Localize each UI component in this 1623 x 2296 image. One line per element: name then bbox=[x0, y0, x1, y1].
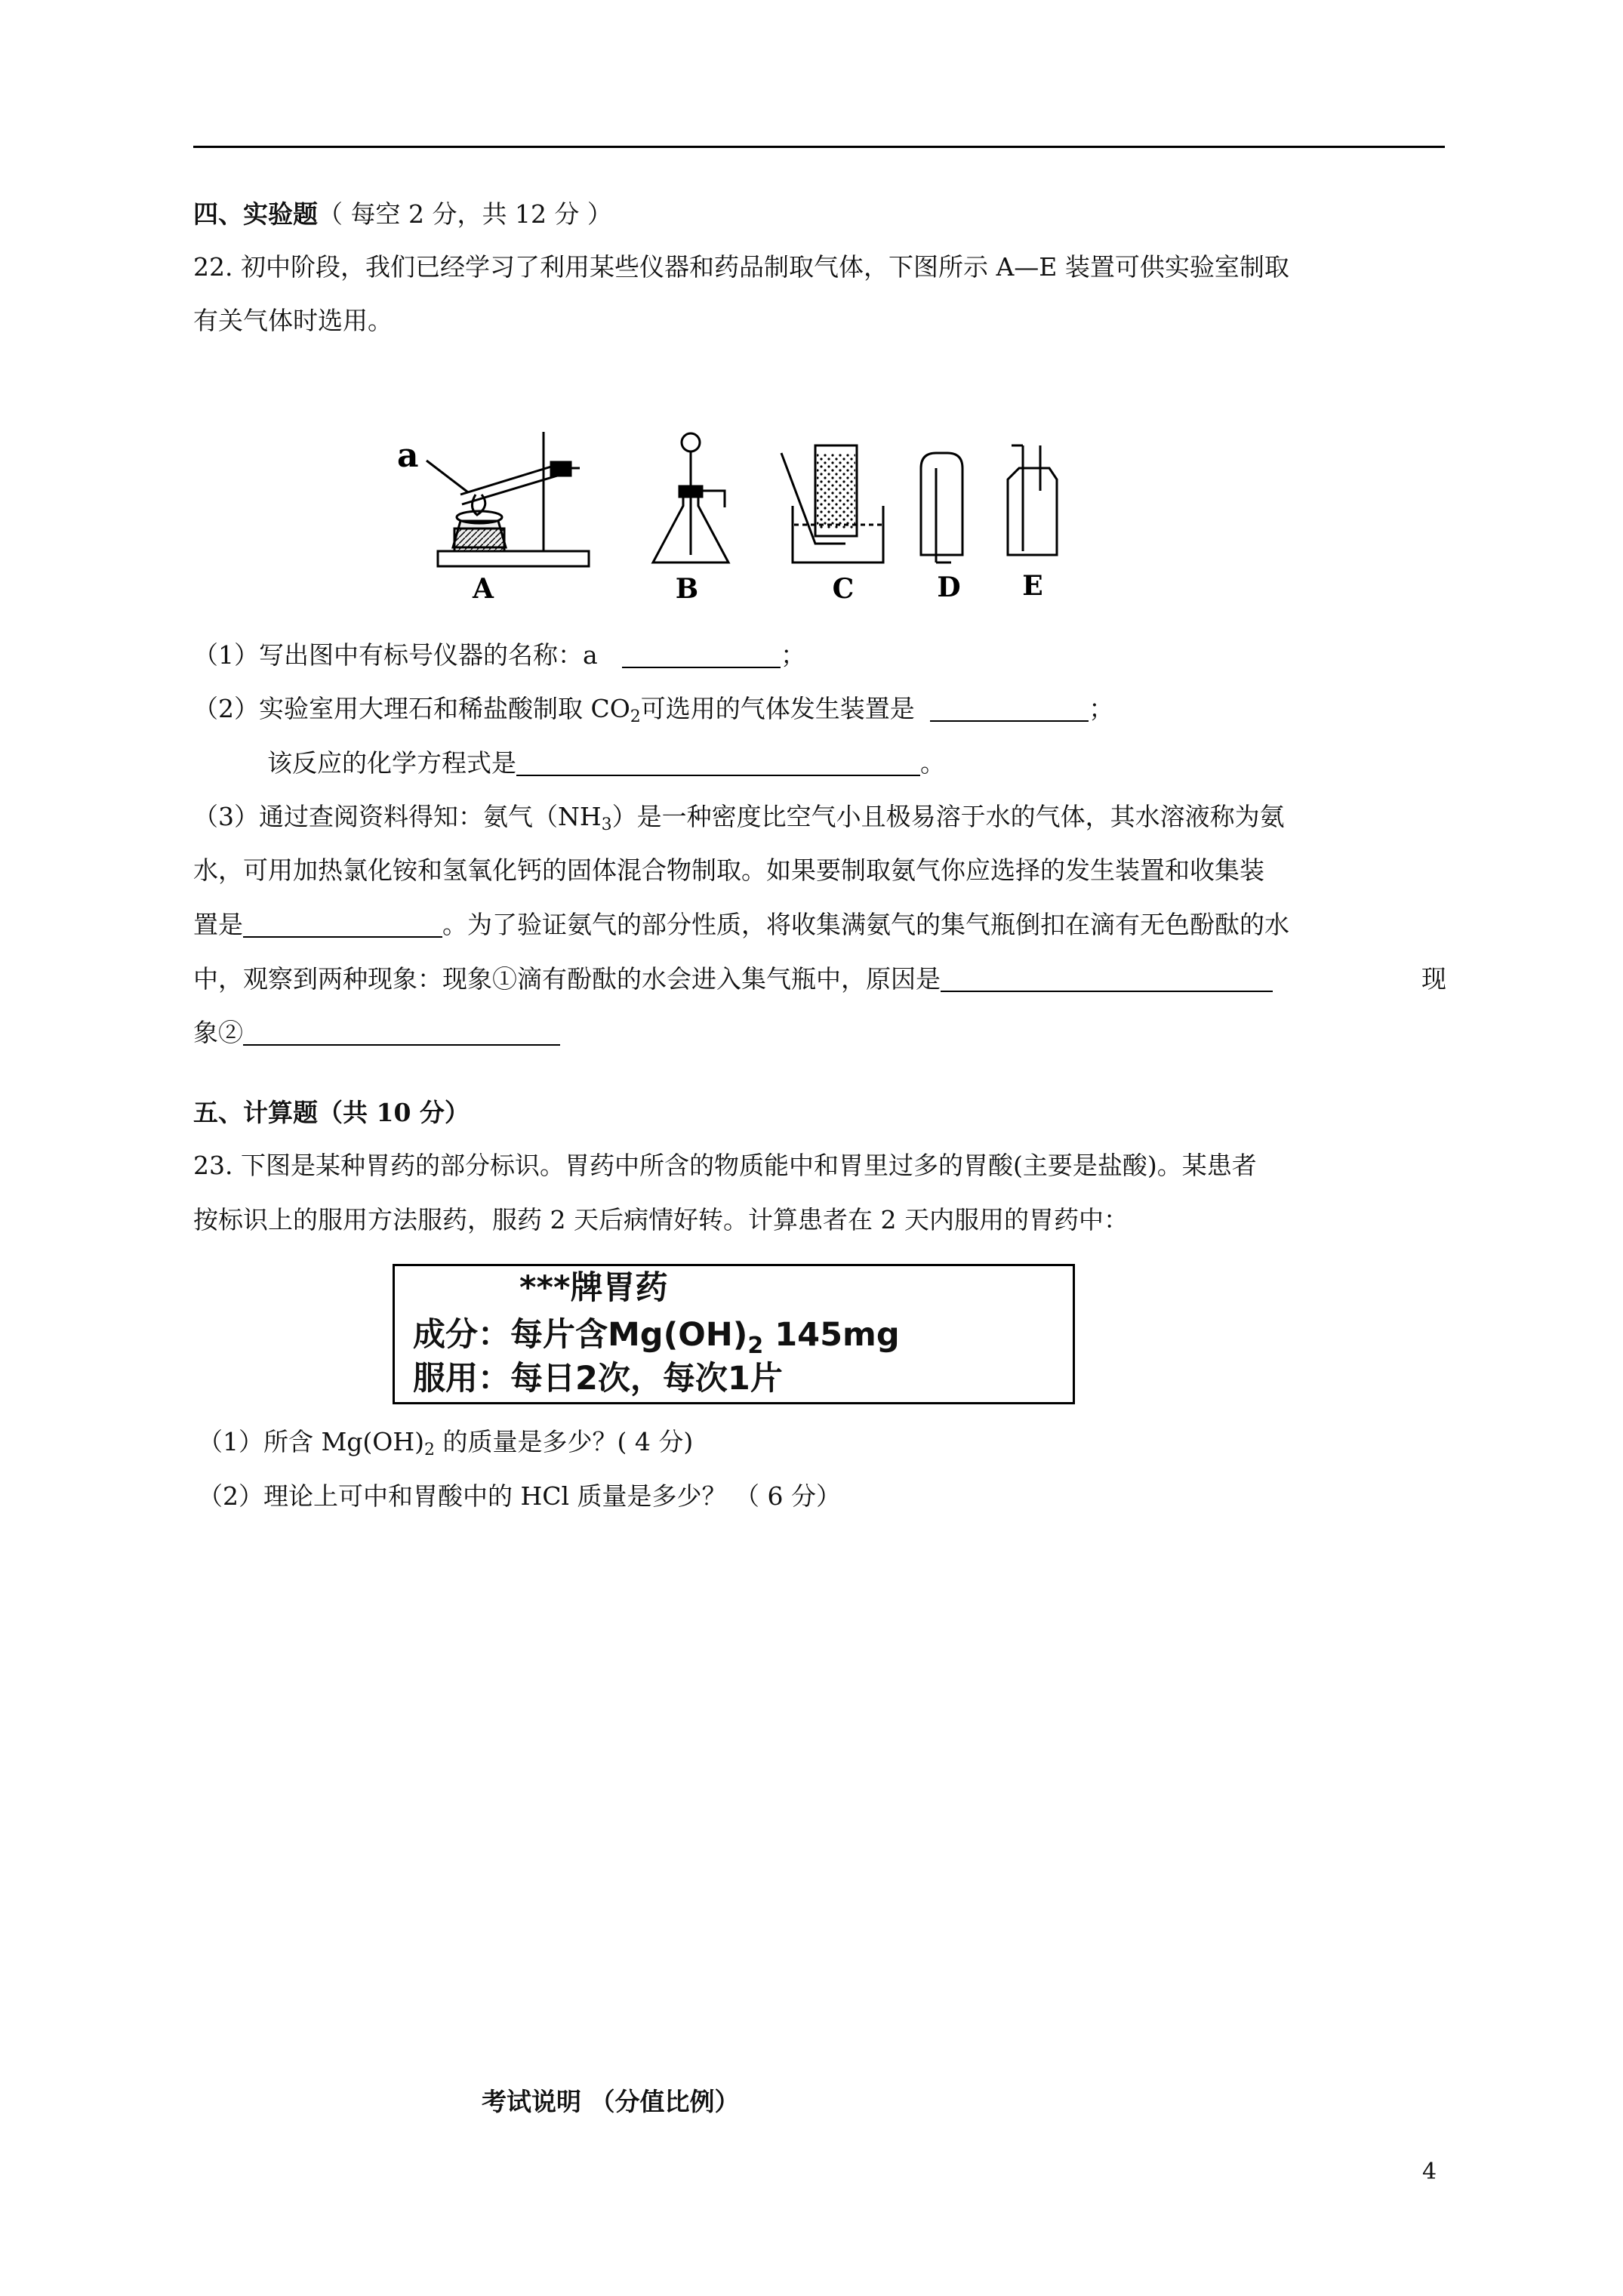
q23-part1-sub: 2 bbox=[423, 1441, 435, 1459]
section4-title: 四、实验题 bbox=[193, 199, 318, 229]
q22-part3-l1a: （3）通过查阅资料得知：氨气（NH bbox=[193, 802, 602, 831]
q22-part2-equation-text: 该反应的化学方程式是 bbox=[267, 748, 516, 778]
q23-part1-pre: （1）所含 Mg(OH) bbox=[198, 1427, 424, 1456]
medicine-label-box bbox=[393, 1264, 1075, 1404]
section4-heading bbox=[193, 198, 612, 231]
figure-label-C: C bbox=[832, 573, 855, 604]
medicine-ingredient-sub: 2 bbox=[747, 1333, 764, 1359]
figure-label-A: A bbox=[473, 573, 494, 604]
co2-subscript: 2 bbox=[630, 707, 641, 726]
apparatus-b bbox=[653, 433, 728, 562]
medicine-ingredient-pre: 成分：每片含Mg(OH) bbox=[413, 1316, 748, 1354]
section5-title: 五、计算题（共 10 分） bbox=[193, 1098, 470, 1127]
q22-part1-text: （1）写出图中有标号仪器的名称：a bbox=[193, 640, 598, 670]
q22-part3-line5 bbox=[193, 1016, 560, 1049]
medicine-ingredient-post: 145mg bbox=[763, 1316, 900, 1354]
q22-part3-l3a: 置是 bbox=[193, 910, 243, 939]
q22-part3-line4 bbox=[193, 963, 1446, 996]
q22-part3-l4b: 现 bbox=[1421, 964, 1446, 994]
q22-part2-end: ； bbox=[1089, 694, 1114, 723]
header-rule bbox=[193, 146, 1445, 148]
q22-part2-pre: （2）实验室用大理石和稀盐酸制取 CO bbox=[193, 694, 630, 723]
q22-part2-equation-end: 。 bbox=[920, 748, 945, 778]
q22-part2 bbox=[193, 692, 1113, 726]
apparatus-e bbox=[1008, 445, 1057, 555]
answer-blank-phenomenon2[interactable] bbox=[243, 1019, 560, 1046]
figure-label-E: E bbox=[1022, 570, 1043, 602]
q22-line1: 22. 初中阶段，我们已经学习了利用某些仪器和药品制取气体，下图所示 A—E 装置可供实验室制取 bbox=[193, 252, 1289, 282]
figure-label-D: D bbox=[937, 572, 961, 603]
page-number: 4 bbox=[1422, 2159, 1437, 2185]
q23-part1-post: 的质量是多少？( 4 分) bbox=[434, 1427, 694, 1456]
q22-part2-post: 可选用的气体发生装置是 bbox=[640, 694, 915, 723]
apparatus-a bbox=[427, 432, 589, 566]
apparatus-figure bbox=[393, 423, 1155, 604]
q22-part3-line2: 水，可用加热氯化铵和氢氧化钙的固体混合物制取。如果要制取氨气你应选择的发生装置和收集装 bbox=[193, 855, 1264, 885]
answer-blank-reason[interactable] bbox=[941, 965, 1273, 992]
medicine-ingredient bbox=[413, 1316, 900, 1359]
q22-part2-equation bbox=[267, 747, 945, 780]
q22-line2: 有关气体时选用。 bbox=[193, 306, 393, 335]
answer-blank-a[interactable] bbox=[622, 641, 781, 668]
medicine-name: ***牌胃药 bbox=[519, 1269, 668, 1307]
answer-blank-devices[interactable] bbox=[243, 911, 442, 938]
answer-blank-generator[interactable] bbox=[930, 695, 1089, 722]
q22-part1 bbox=[193, 639, 805, 672]
figure-label-a: a bbox=[397, 436, 419, 475]
medicine-usage: 服用：每日2次，每次1片 bbox=[413, 1360, 783, 1398]
q23-part2: （2）理论上可中和胃酸中的 HCl 质量是多少？ （ 6 分） bbox=[198, 1481, 842, 1511]
q22-part3-l3b: 。为了验证氨气的部分性质，将收集满氨气的集气瓶倒扣在滴有无色酚酞的水 bbox=[442, 910, 1289, 939]
q23-part1 bbox=[198, 1425, 693, 1459]
q22-part3-line3 bbox=[193, 908, 1289, 942]
nh3-subscript: 3 bbox=[601, 815, 612, 834]
apparatus-c bbox=[781, 445, 883, 562]
exam-note: 考试说明 （分值比例） bbox=[482, 2087, 740, 2116]
figure-label-B: B bbox=[675, 573, 699, 604]
section4-note: （ 每空 2 分，共 12 分 ） bbox=[318, 199, 612, 229]
q22-part3-l4a: 中，观察到两种现象：现象①滴有酚酞的水会进入集气瓶中，原因是 bbox=[193, 964, 941, 994]
q22-part3-l1b: ）是一种密度比空气小且极易溶于水的气体，其水溶液称为氨 bbox=[611, 802, 1285, 831]
q22-part3-line1 bbox=[193, 800, 1285, 834]
q22-part1-end: ； bbox=[781, 640, 806, 670]
q23-line2: 按标识上的服用方法服药，服药 2 天后病情好转。计算患者在 2 天内服用的胃药中： bbox=[193, 1205, 1129, 1234]
apparatus-d bbox=[921, 453, 962, 562]
answer-blank-equation[interactable] bbox=[516, 749, 920, 776]
q22-part3-l5: 象② bbox=[193, 1018, 243, 1047]
q23-line1: 23. 下图是某种胃药的部分标识。胃药中所含的物质能中和胃里过多的胃酸(主要是盐酸)。某患者 bbox=[193, 1151, 1257, 1180]
